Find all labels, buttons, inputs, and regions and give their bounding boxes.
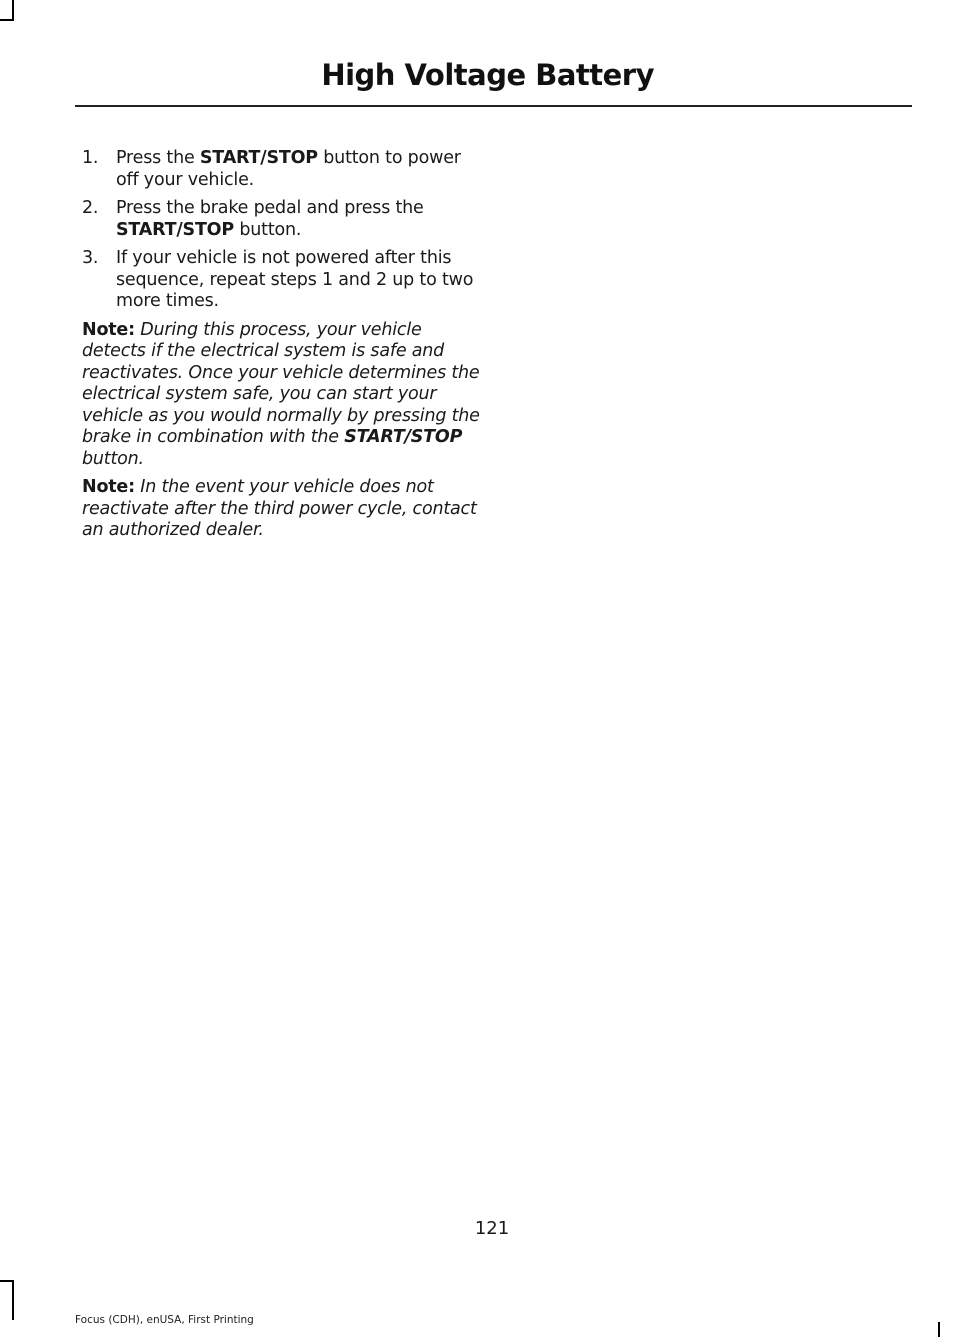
step-number: 2.: [82, 198, 99, 218]
step-number: 3.: [82, 248, 99, 268]
step-item: [82, 148, 482, 191]
note-paragraph: [82, 320, 482, 471]
note-paragraph: [82, 477, 482, 542]
step-text: If your vehicle is not powered after this sequence, repeat steps 1 and 2 up to two more times.: [116, 248, 474, 311]
content-column: [82, 148, 482, 549]
step-text-end: button.: [234, 219, 302, 240]
crop-mark-top-left-horizontal: [0, 19, 14, 21]
crop-mark-bottom-left-horizontal: [0, 1280, 14, 1282]
note-text-end: button.: [82, 448, 144, 469]
edition-footer: Focus (CDH), enUSA, First Printing: [75, 1314, 254, 1326]
step-keyword: START/STOP: [116, 219, 234, 240]
page-title: High Voltage Battery: [321, 58, 654, 92]
note-text: In the event your vehicle does not reactivate after the third power cycle, contact an authorized dealer.: [82, 477, 477, 540]
step-item: [82, 198, 482, 241]
page-number: 121: [474, 1218, 510, 1239]
procedure-steps: [82, 148, 482, 313]
step-text: Press the brake pedal and press the: [116, 198, 424, 218]
note-keyword: START/STOP: [344, 427, 463, 447]
note-label: Note:: [82, 319, 135, 340]
note-label: Note:: [82, 477, 135, 497]
step-number: 1.: [82, 148, 99, 168]
title-rule: [75, 105, 912, 107]
step-keyword: START/STOP: [199, 148, 318, 168]
crop-mark-top-left-vertical: [12, 0, 14, 20]
note-text: During this process, your vehicle detects if the electrical system is safe and reactivates. Once your vehicle determines the electrical system safe, you can start your vehicle as you would normally by pressing the brake in combination with the: [82, 319, 480, 447]
crop-mark-bottom-left-vertical: [12, 1280, 14, 1320]
step-item: [82, 248, 482, 313]
crop-mark-bottom-right-vertical: [938, 1322, 940, 1337]
step-text: Press the: [116, 148, 200, 168]
step-text-end: button to power off your vehicle.: [116, 148, 461, 190]
